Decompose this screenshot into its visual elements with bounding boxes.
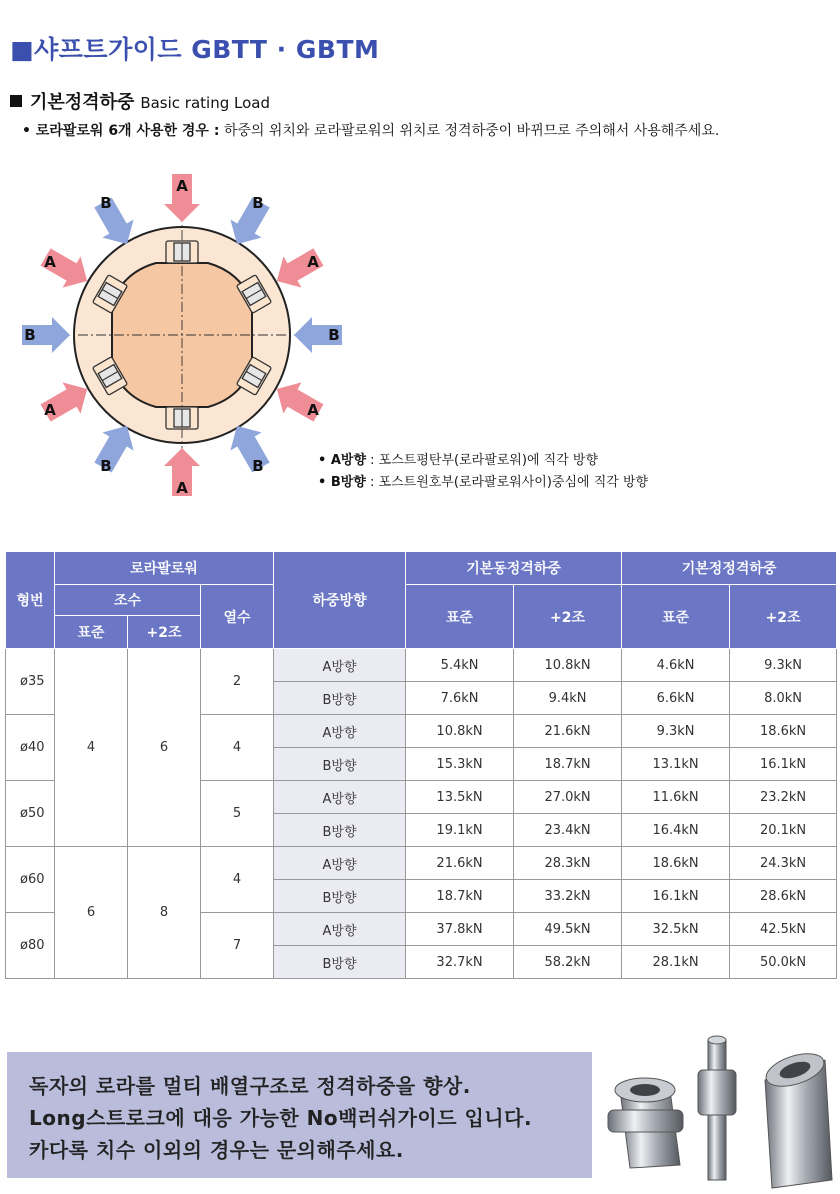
value-cell: 23.2kN bbox=[730, 781, 837, 814]
count-std-cell: 4 bbox=[55, 649, 128, 847]
feature-banner bbox=[7, 1052, 592, 1178]
value-cell: 18.6kN bbox=[730, 715, 837, 748]
product-photo bbox=[600, 1030, 835, 1190]
size-cell: ø60 bbox=[6, 847, 55, 913]
banner-line-3: 카다록 치수 이외의 경우는 문의해주세요. bbox=[29, 1138, 404, 1162]
value-cell: 16.4kN bbox=[622, 814, 730, 847]
legend-item-a bbox=[318, 450, 648, 472]
label-b-lower-right: B bbox=[252, 457, 264, 475]
value-cell: 58.2kN bbox=[514, 946, 622, 979]
size-cell: ø80 bbox=[6, 913, 55, 979]
count-plus2-cell: 6 bbox=[128, 649, 201, 847]
value-cell: 16.1kN bbox=[622, 880, 730, 913]
header-sta-standard: 표준 bbox=[622, 585, 730, 649]
header-count: 조수 bbox=[55, 585, 201, 616]
value-cell: 42.5kN bbox=[730, 913, 837, 946]
direction-cell: B방향 bbox=[274, 880, 406, 913]
label-b-upper-left: B bbox=[100, 194, 112, 212]
legend-item-b bbox=[318, 472, 648, 494]
value-cell: 21.6kN bbox=[514, 715, 622, 748]
size-cell: ø35 bbox=[6, 649, 55, 715]
usage-note bbox=[22, 120, 719, 140]
header-roller: 로라팔로워 bbox=[55, 552, 274, 585]
header-count-standard: 표준 bbox=[55, 616, 128, 649]
value-cell: 4.6kN bbox=[622, 649, 730, 682]
label-b-upper-right: B bbox=[252, 194, 264, 212]
value-cell: 23.4kN bbox=[514, 814, 622, 847]
header-direction: 하중방향 bbox=[274, 552, 406, 649]
value-cell: 28.6kN bbox=[730, 880, 837, 913]
direction-cell: B방향 bbox=[274, 946, 406, 979]
guide-housing-image bbox=[608, 1078, 683, 1168]
direction-cell: A방향 bbox=[274, 649, 406, 682]
value-cell: 18.7kN bbox=[406, 880, 514, 913]
banner-line-1: 독자의 로라를 멀티 배열구조로 정격하중을 향상. bbox=[29, 1074, 471, 1098]
legend-text-b: : 포스트원호부(로라팔로워사이)중심에 직각 방향 bbox=[365, 475, 649, 490]
value-cell: 9.3kN bbox=[622, 715, 730, 748]
legend-text-a: : 포스트평탄부(로라팔로워)에 직각 방향 bbox=[366, 453, 598, 468]
count-plus2-cell: 8 bbox=[128, 847, 201, 979]
load-direction-diagram bbox=[0, 160, 370, 510]
value-cell: 15.3kN bbox=[406, 748, 514, 781]
direction-cell: B방향 bbox=[274, 814, 406, 847]
row-count-cell: 2 bbox=[201, 649, 274, 715]
legend-key-a: • A방향 bbox=[318, 453, 367, 468]
value-cell: 33.2kN bbox=[514, 880, 622, 913]
shaft-image bbox=[698, 1036, 736, 1180]
row-count-cell: 4 bbox=[201, 847, 274, 913]
value-cell: 28.3kN bbox=[514, 847, 622, 880]
legend-key-b: • B방향 bbox=[318, 475, 366, 490]
value-cell: 18.6kN bbox=[622, 847, 730, 880]
page-title: ■샤프트가이드 GBTT · GBTM bbox=[10, 35, 380, 64]
value-cell: 10.8kN bbox=[406, 715, 514, 748]
direction-cell: B방향 bbox=[274, 682, 406, 715]
direction-cell: A방향 bbox=[274, 781, 406, 814]
value-cell: 18.7kN bbox=[514, 748, 622, 781]
value-cell: 10.8kN bbox=[514, 649, 622, 682]
header-static: 기본정정격하중 bbox=[622, 552, 837, 585]
note-text: 하중의 위치와 로라팔로워의 위치로 정격하중이 바뀌므로 주의해서 사용해주세요. bbox=[219, 123, 720, 139]
section-title-en: Basic rating Load bbox=[140, 94, 270, 112]
value-cell: 13.5kN bbox=[406, 781, 514, 814]
row-count-cell: 7 bbox=[201, 913, 274, 979]
label-a-lower-left: A bbox=[44, 401, 56, 419]
header-count-plus2: +2조 bbox=[128, 616, 201, 649]
value-cell: 7.6kN bbox=[406, 682, 514, 715]
value-cell: 24.3kN bbox=[730, 847, 837, 880]
value-cell: 19.1kN bbox=[406, 814, 514, 847]
table-row bbox=[6, 847, 837, 880]
label-b-left: B bbox=[24, 326, 36, 344]
banner-line-2: Long스트로크에 대응 가능한 No백러쉬가이드 입니다. bbox=[29, 1106, 533, 1130]
value-cell: 37.8kN bbox=[406, 913, 514, 946]
section-title-ko: 기본정격하중 bbox=[30, 92, 135, 113]
value-cell: 5.4kN bbox=[406, 649, 514, 682]
label-b-lower-left: B bbox=[100, 457, 112, 475]
square-bullet-icon bbox=[10, 95, 22, 107]
value-cell: 9.4kN bbox=[514, 682, 622, 715]
header-dyn-standard: 표준 bbox=[406, 585, 514, 649]
direction-legend bbox=[318, 450, 648, 494]
value-cell: 49.5kN bbox=[514, 913, 622, 946]
header-dyn-plus2: +2조 bbox=[514, 585, 622, 649]
table-row bbox=[6, 649, 837, 682]
value-cell: 50.0kN bbox=[730, 946, 837, 979]
header-rows: 열수 bbox=[201, 585, 274, 649]
value-cell: 6.6kN bbox=[622, 682, 730, 715]
value-cell: 13.1kN bbox=[622, 748, 730, 781]
label-a-bottom: A bbox=[176, 479, 188, 497]
note-label: • 로라팔로워 6개 사용한 경우 : bbox=[22, 123, 220, 139]
count-std-cell: 6 bbox=[55, 847, 128, 979]
label-a-top: A bbox=[176, 177, 188, 195]
label-a-lower-right: A bbox=[307, 401, 319, 419]
row-count-cell: 5 bbox=[201, 781, 274, 847]
value-cell: 9.3kN bbox=[730, 649, 837, 682]
size-cell: ø50 bbox=[6, 781, 55, 847]
label-a-upper-right: A bbox=[307, 253, 319, 271]
direction-cell: A방향 bbox=[274, 715, 406, 748]
direction-cell: B방향 bbox=[274, 748, 406, 781]
value-cell: 32.5kN bbox=[622, 913, 730, 946]
value-cell: 21.6kN bbox=[406, 847, 514, 880]
value-cell: 16.1kN bbox=[730, 748, 837, 781]
header-model: 형번 bbox=[6, 552, 55, 649]
roller-follower bbox=[166, 407, 198, 429]
section-heading bbox=[10, 88, 270, 114]
rating-load-table bbox=[5, 551, 837, 979]
size-cell: ø40 bbox=[6, 715, 55, 781]
value-cell: 20.1kN bbox=[730, 814, 837, 847]
value-cell: 11.6kN bbox=[622, 781, 730, 814]
roller-follower bbox=[166, 241, 198, 263]
row-count-cell: 4 bbox=[201, 715, 274, 781]
direction-cell: A방향 bbox=[274, 847, 406, 880]
post-image bbox=[762, 1047, 832, 1188]
value-cell: 8.0kN bbox=[730, 682, 837, 715]
value-cell: 27.0kN bbox=[514, 781, 622, 814]
header-sta-plus2: +2조 bbox=[730, 585, 837, 649]
value-cell: 28.1kN bbox=[622, 946, 730, 979]
label-a-upper-left: A bbox=[44, 253, 56, 271]
label-b-right: B bbox=[328, 326, 340, 344]
value-cell: 32.7kN bbox=[406, 946, 514, 979]
header-dynamic: 기본동정격하중 bbox=[406, 552, 622, 585]
direction-cell: A방향 bbox=[274, 913, 406, 946]
